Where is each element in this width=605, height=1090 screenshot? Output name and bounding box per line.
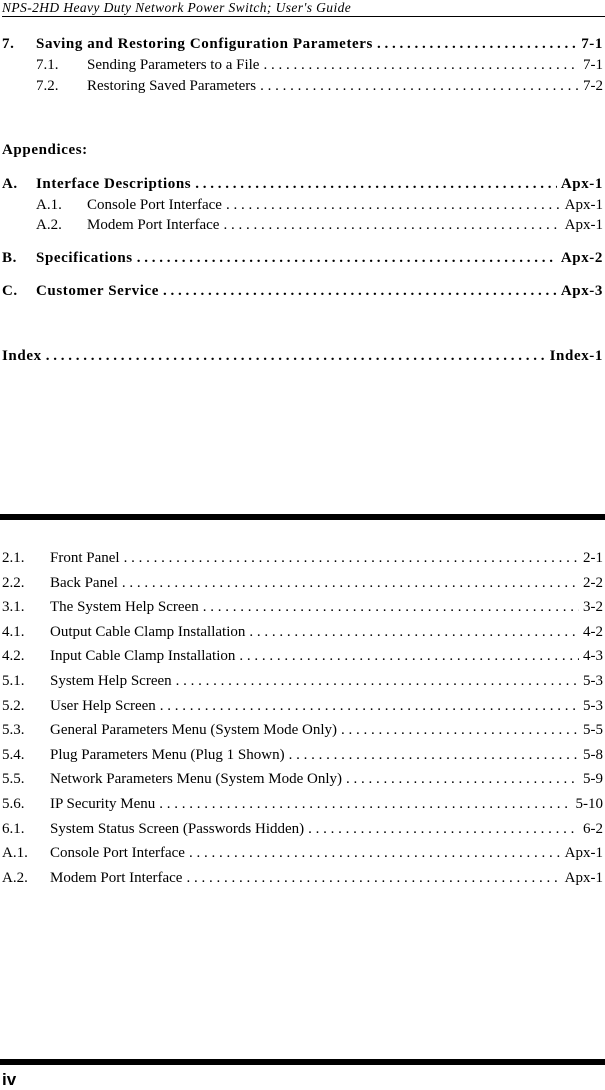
figure-page: Apx-1 [564,845,603,862]
toc-entry-page: Apx-1 [564,197,603,213]
figure-page: 5-3 [583,673,603,689]
toc-entry-number: A. [2,176,18,192]
toc-entry-title: Index [2,348,42,364]
figure-number: 3.1. [2,599,25,616]
toc-entry-page: 7-1 [581,36,603,52]
dot-leader [124,548,579,568]
toc-entry-title: Customer Service [36,283,160,299]
dot-leader [223,215,560,235]
figure-entry[interactable] [2,646,603,666]
toc-entry-number: 7.1. [36,57,59,73]
dot-leader [226,195,561,215]
dot-leader [260,76,579,96]
dot-leader [46,346,546,366]
dot-leader [186,868,560,888]
toc-entry-number: 7.2. [36,78,59,94]
dot-leader [346,769,579,789]
figure-number: 5.1. [2,673,25,689]
running-header: NPS-2HD Heavy Duty Network Power Switch; User's Guide [2,0,605,17]
figure-page: 6-2 [583,820,603,837]
appendices-heading: Appendices: [2,142,88,158]
toc-entry-title: Saving and Restoring Configuration Parameters [36,36,373,52]
figure-title: Plug Parameters Menu (Plug 1 Shown) [50,746,285,763]
figure-number: 2.1. [2,550,25,566]
toc-entry-section-7[interactable] [2,34,603,54]
figure-title: System Help Screen [50,673,172,689]
figure-title: User Help Screen [50,697,156,714]
toc-entry-page: Index-1 [549,348,603,364]
toc-entry-appendix-c[interactable] [2,281,603,301]
figure-number: 6.1. [2,820,25,837]
toc-entry-title: Restoring Saved Parameters [87,78,257,94]
figure-title: Console Port Interface [50,845,185,862]
figure-page: 5-8 [583,746,603,763]
figure-entry[interactable] [2,573,603,593]
dot-leader [289,745,579,765]
figure-entry[interactable] [2,868,603,888]
toc-entry-number: A.2. [36,217,62,233]
toc-entry-page: Apx-2 [560,250,603,266]
toc-entry-page: Apx-1 [564,217,603,233]
figure-number: 5.6. [2,796,25,812]
dot-leader [203,597,579,617]
figure-title: Front Panel [50,550,120,566]
figure-title: IP Security Menu [50,796,156,812]
figure-title: Back Panel [50,574,118,591]
toc-entry-a-1[interactable] [36,195,603,215]
figure-title: System Status Screen (Passwords Hidden) [50,820,305,837]
footer-rule [0,1059,605,1065]
toc-entry-page: Apx-3 [560,283,603,299]
figure-title: Network Parameters Menu (System Mode Only) [50,771,343,788]
figure-entry[interactable] [2,769,603,789]
dot-leader [159,794,571,814]
toc-entry-title: Specifications [36,250,133,266]
figure-entry[interactable] [2,745,603,765]
figure-page: 4-2 [583,623,603,640]
figure-number: 5.3. [2,722,25,739]
dot-leader [137,248,557,268]
figure-title: General Parameters Menu (System Mode Only) [50,722,338,739]
figure-page: 2-2 [583,574,603,591]
figure-number: A.1. [2,845,28,862]
dot-leader [122,573,579,593]
toc-entry-title: Sending Parameters to a File [87,57,260,73]
section-divider-rule [0,514,605,520]
figure-number: 5.5. [2,771,25,788]
toc-entry-number: C. [2,283,18,299]
figure-page: 4-3 [583,648,603,665]
toc-entry-number: A.1. [36,197,62,213]
toc-entry-number: 7. [2,36,15,52]
dot-leader [195,174,557,194]
figure-entry[interactable] [2,794,603,814]
toc-entry-a-2[interactable] [36,215,603,235]
toc-entry-page: 7-2 [583,78,603,94]
figure-number: 5.2. [2,697,25,714]
page-number: iv [2,1070,17,1089]
toc-entry-index[interactable] [2,346,603,366]
dot-leader [308,819,579,839]
dot-leader [176,671,579,691]
figure-page: 5-3 [583,697,603,714]
figure-number: 2.2. [2,574,25,591]
figure-page: 2-1 [583,550,603,566]
toc-entry-page: 7-1 [583,57,603,73]
figure-title: The System Help Screen [50,599,199,616]
figure-entry[interactable] [2,720,603,740]
figure-page: Apx-1 [564,869,603,886]
figure-title: Input Cable Clamp Installation [50,648,236,665]
toc-entry-7-1[interactable] [36,55,603,75]
dot-leader [341,720,579,740]
figure-entry[interactable] [2,597,603,617]
figure-title: Output Cable Clamp Installation [50,623,246,640]
figure-entry[interactable] [2,696,603,716]
figure-entry[interactable] [2,548,603,568]
toc-entry-appendix-a[interactable] [2,174,603,194]
toc-entry-7-2[interactable] [36,76,603,96]
figure-number: 4.1. [2,623,25,640]
figure-page: 3-2 [583,599,603,616]
figure-entry[interactable] [2,622,603,642]
figure-entry[interactable] [2,671,603,691]
toc-entry-number: B. [2,250,17,266]
figure-page: 5-10 [575,796,603,812]
figure-page: 5-5 [583,722,603,739]
dot-leader [249,622,579,642]
toc-entry-title: Interface Descriptions [36,176,192,192]
dot-leader [263,55,579,75]
dot-leader [377,34,577,54]
figure-number: 4.2. [2,648,25,665]
dot-leader [189,843,561,863]
toc-entry-page: Apx-1 [560,176,603,192]
figure-number: 5.4. [2,746,25,763]
toc-entry-title: Console Port Interface [87,197,222,213]
dot-leader [239,646,579,666]
figure-page: 5-9 [583,771,603,788]
figure-number: A.2. [2,869,28,886]
dot-leader [163,281,557,301]
figure-entry[interactable] [2,843,603,863]
toc-entry-title: Modem Port Interface [87,217,220,233]
toc-entry-appendix-b[interactable] [2,248,603,268]
figure-entry[interactable] [2,819,603,839]
dot-leader [160,696,579,716]
figure-title: Modem Port Interface [50,869,183,886]
